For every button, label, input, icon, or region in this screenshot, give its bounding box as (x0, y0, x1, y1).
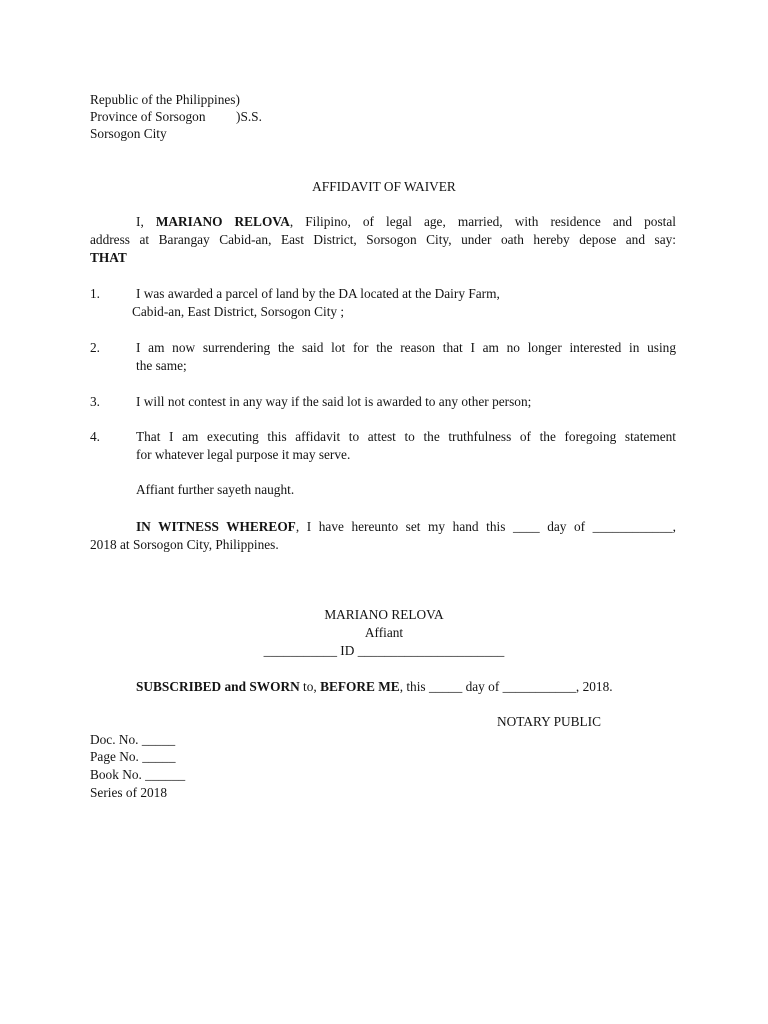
intro-line-1-text: , Filipino, of legal age, married, with residence and postal (289, 214, 676, 229)
witness-line-1-text: , I have hereunto set my hand this ____ day of ____________, (295, 519, 676, 534)
witness-line-1 (136, 518, 676, 536)
jurat-mid: to, (299, 679, 321, 694)
registry-doc-no: Doc. No. _____ (90, 732, 176, 747)
intro-prefix: I, (136, 214, 156, 229)
venue-republic: Republic of the Philippines) (90, 92, 240, 107)
jurat-before-me: BEFORE ME (320, 679, 400, 694)
document-title: AFFIDAVIT OF WAIVER (312, 179, 456, 194)
registry-book-no: Book No. ______ (90, 767, 186, 782)
notary-public-label: NOTARY PUBLIC (497, 714, 601, 729)
signature-role: Affiant (364, 625, 404, 640)
item-number: 3. (90, 394, 100, 409)
registry-page-no: Page No. _____ (90, 749, 176, 764)
jurat-subscribed: SUBSCRIBED and SWORN (136, 679, 300, 694)
item-4-line-2: for whatever legal purpose it may serve. (136, 447, 351, 462)
item-3-line-1: I will not contest in any way if the said lot is awarded to any other person; (136, 394, 532, 409)
affiant-statement: Affiant further sayeth naught. (136, 482, 295, 497)
jurat-line (136, 678, 613, 696)
jurat-rest: , this _____ day of ___________, 2018. (399, 679, 613, 694)
item-4-line-1: That I am executing this affidavit to attest to the truthfulness of the foregoing statement (136, 429, 676, 444)
item-2-line-2: the same; (136, 358, 187, 373)
item-1-line-2: Cabid-an, East District, Sorsogon City ; (132, 304, 345, 319)
witness-heading: IN WITNESS WHEREOF (136, 519, 296, 534)
registry-series: Series of 2018 (90, 785, 167, 800)
venue-ss: )S.S. (236, 109, 262, 124)
witness-line-2: 2018 at Sorsogon City, Philippines. (90, 537, 279, 552)
item-1-line-1: I was awarded a parcel of land by the DA located at the Dairy Farm, (136, 286, 500, 301)
item-number: 1. (90, 286, 100, 301)
intro-line-2: address at Barangay Cabid-an, East District, Sorsogon City, under oath hereby depose and say: (90, 232, 676, 247)
signature-name: MARIANO RELOVA (324, 607, 444, 622)
signature-id-line: ___________ ID ______________________ (263, 643, 505, 658)
venue-province: Province of Sorsogon (90, 109, 206, 124)
item-number: 2. (90, 340, 100, 355)
item-2-line-1: I am now surrendering the said lot for the reason that I am no longer interested in using (136, 340, 676, 355)
intro-affiant-name: MARIANO RELOVA (155, 214, 290, 229)
intro-that (90, 249, 127, 267)
intro-that-text: THAT (90, 250, 127, 265)
item-number: 4. (90, 429, 100, 444)
intro-line-1 (136, 213, 676, 231)
venue-city: Sorsogon City (90, 126, 167, 141)
